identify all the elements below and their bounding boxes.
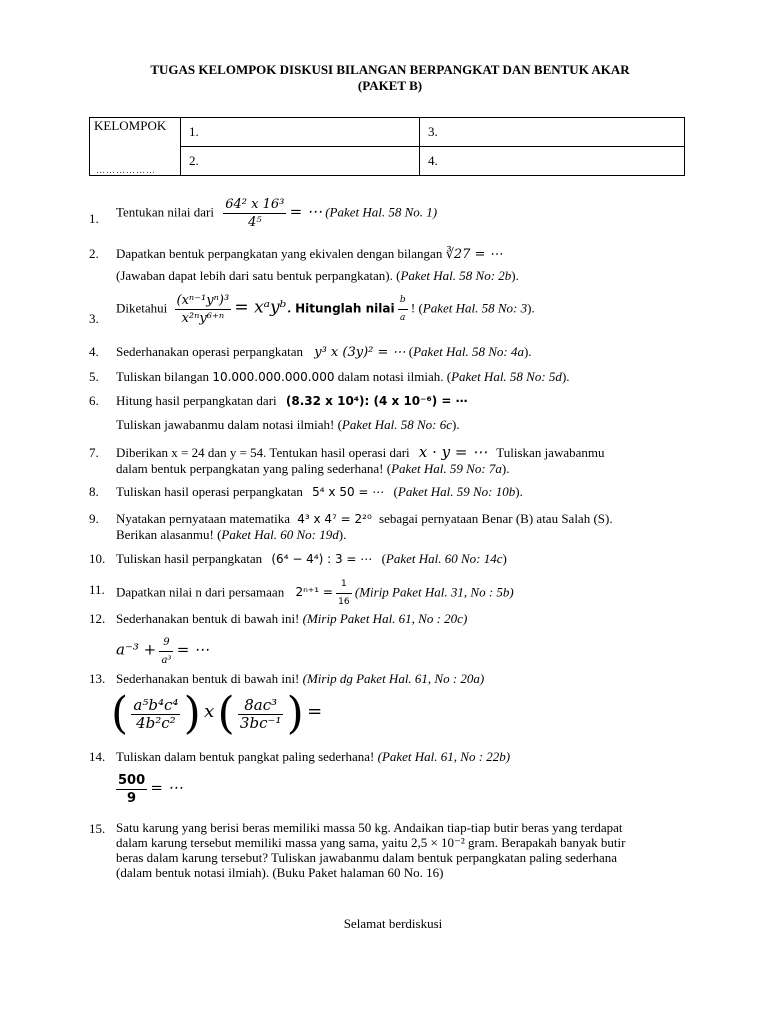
question-number: 3. bbox=[89, 311, 99, 326]
question-text: Nyatakan pernyataan matematika bbox=[116, 511, 290, 526]
group-label: KELOMPOK bbox=[94, 118, 167, 133]
math-expression: 10.000.000.000.000 bbox=[212, 370, 335, 384]
question-reference: (Mirip dg Paket Hal. 61, No : 20a) bbox=[302, 671, 485, 686]
document-subtitle: (PAKET B) bbox=[357, 78, 423, 93]
question-reference: Paket Hal. 60 No: 19d bbox=[221, 527, 339, 542]
math-expression: a⁻³ + bbox=[116, 640, 157, 659]
question-1 bbox=[89, 196, 699, 240]
fraction-numerator: b bbox=[398, 292, 408, 310]
math-block bbox=[116, 772, 701, 807]
question-line-2 bbox=[116, 416, 701, 433]
reference-close: ). bbox=[511, 268, 519, 283]
reference-open: ( bbox=[393, 484, 398, 499]
question-reference: Paket Hal. 58 No: 5d bbox=[451, 369, 562, 384]
reference-close: ). bbox=[527, 300, 535, 316]
math-tail: = ⋯ bbox=[289, 202, 322, 221]
fraction-numerator: 64² x 16³ bbox=[225, 197, 285, 212]
question-reference: Paket Hal. 58 No: 6c bbox=[341, 417, 453, 432]
question-number: 1. bbox=[89, 211, 99, 226]
question-text: Dapatkan bentuk perpangkatan yang ekivalen dengan bilangan bbox=[116, 246, 443, 261]
question-line: (dalam bentuk notasi ilmiah). (Buku Paket halaman 60 No. 16) bbox=[116, 865, 444, 880]
fraction-numerator: 8ac³ bbox=[238, 697, 283, 715]
question-body bbox=[116, 368, 701, 386]
reference-close: ). bbox=[561, 369, 570, 384]
question-body bbox=[116, 670, 701, 687]
open-paren: ( bbox=[111, 688, 129, 739]
question-number: 8. bbox=[89, 484, 99, 499]
document-title: TUGAS KELOMPOK DISKUSI BILANGAN BERPANGKAT DAN BENTUK AKAR bbox=[150, 62, 630, 77]
question-text: Diketahui bbox=[116, 300, 168, 316]
question-reference: Paket Hal. 59 No: 10b bbox=[397, 484, 516, 499]
question-7 bbox=[89, 444, 699, 480]
math-block bbox=[111, 688, 696, 739]
fraction-denominator: 9 bbox=[127, 791, 137, 806]
reference-close: ). bbox=[452, 417, 460, 432]
question-body bbox=[116, 392, 701, 410]
math-expression: ∛27 = ⋯ bbox=[445, 247, 503, 262]
question-number: 4. bbox=[89, 344, 99, 359]
fraction-denominator: 4b²c² bbox=[136, 713, 176, 732]
math-fraction bbox=[223, 196, 286, 231]
math-expression: (6⁴ − 4⁴) : 3 = ⋯ bbox=[271, 552, 373, 566]
fraction-numerator: a⁵b⁴c⁴ bbox=[133, 695, 179, 714]
question-line: beras dalam karung tersebut? Tuliskan jawabanmu dalam bentuk perpangkatan paling sederhana bbox=[116, 850, 618, 865]
question-reference: Paket Hal. 60 No: 14c bbox=[385, 551, 503, 566]
reference-close: ). bbox=[338, 527, 347, 542]
fraction-numerator: (xⁿ⁻¹yⁿ)³ bbox=[176, 293, 230, 308]
open-paren: ( bbox=[217, 688, 235, 739]
member-cell-2: 2. bbox=[181, 147, 420, 176]
fraction-denominator: 4⁵ bbox=[248, 215, 262, 230]
question-body bbox=[116, 483, 701, 501]
question-reference: Paket Hal. 58 No: 3 bbox=[422, 300, 528, 316]
math-expression: 5⁴ x 50 = ⋯ bbox=[312, 485, 385, 499]
math-fraction-small bbox=[398, 292, 408, 327]
group-name-dots: ……………… bbox=[96, 165, 156, 175]
math-tail: = xᵃyᵇ. bbox=[234, 297, 292, 318]
fraction-numerator: 500 bbox=[118, 773, 146, 788]
math-fraction bbox=[175, 292, 232, 327]
reference-close: ) bbox=[502, 551, 507, 566]
math-expression: 2ⁿ⁺¹ = bbox=[295, 585, 333, 600]
fraction-denominator: 16 bbox=[338, 597, 350, 607]
question-line-2 bbox=[116, 526, 701, 543]
math-fraction bbox=[238, 697, 283, 732]
member-cell-3: 3. bbox=[420, 118, 685, 147]
fraction-numerator: 9 bbox=[159, 634, 173, 652]
question-text: Tuliskan hasil perpangkatan bbox=[116, 551, 263, 566]
close-paren: ) bbox=[183, 688, 201, 739]
question-15 bbox=[89, 820, 699, 886]
question-14 bbox=[89, 748, 699, 808]
fraction-denominator: 3bc⁻¹ bbox=[239, 713, 282, 732]
question-2 bbox=[89, 245, 699, 285]
question-reference: (Mirip Paket Hal. 61, No : 20c) bbox=[302, 611, 468, 626]
math-expression: (8.32 x 10⁴): (4 x 10⁻⁶) = ⋯ bbox=[285, 394, 468, 408]
question-reference: Paket Hal. 58 No: 2b bbox=[400, 268, 512, 283]
math-expression: x · y = ⋯ bbox=[418, 443, 488, 461]
question-text: Tentukan nilai dari bbox=[116, 204, 215, 220]
question-number: 11. bbox=[89, 582, 105, 597]
math-tail: = ⋯ bbox=[150, 778, 183, 797]
question-body bbox=[116, 444, 701, 461]
question-line-2 bbox=[116, 267, 701, 284]
question-text: Sederhanakan bentuk di bawah ini! bbox=[116, 611, 300, 626]
question-text-2: Tuliskan jawabanmu bbox=[496, 445, 605, 460]
question-reference: (Paket Hal. 61, No : 22b) bbox=[377, 749, 511, 764]
reference-open: ( bbox=[381, 551, 386, 566]
question-number: 5. bbox=[89, 369, 99, 384]
question-text: Sederhanakan bentuk di bawah ini! bbox=[116, 671, 300, 686]
question-body bbox=[116, 292, 701, 327]
math-times: x bbox=[204, 700, 215, 722]
fraction-denominator: a bbox=[400, 313, 406, 323]
question-reference: (Paket Hal. 58 No. 1) bbox=[325, 204, 438, 220]
question-text-3: ! ( bbox=[410, 300, 423, 316]
group-label-cell bbox=[90, 118, 181, 176]
math-fraction bbox=[131, 697, 180, 732]
question-body bbox=[116, 576, 701, 611]
question-line: Satu karung yang berisi beras memiliki massa 50 kg. Andaikan tiap-tiap butir beras yang terdapat bbox=[116, 820, 623, 835]
question-number: 13. bbox=[89, 671, 106, 686]
question-number: 6. bbox=[89, 393, 99, 408]
reference-close: ). bbox=[523, 344, 532, 359]
fraction-denominator: x²ⁿy⁶⁺ⁿ bbox=[181, 311, 225, 326]
question-number: 12. bbox=[89, 611, 106, 626]
question-body bbox=[116, 610, 701, 627]
question-text: Sederhanakan operasi perpangkatan bbox=[116, 344, 303, 359]
question-text: Tuliskan dalam bentuk pangkat paling sederhana! bbox=[116, 749, 375, 764]
math-expression: 4³ x 4⁷ = 2²⁰ bbox=[297, 512, 372, 526]
fraction-denominator: a³ bbox=[161, 655, 172, 666]
question-text: Hitung hasil perpangkatan dari bbox=[116, 393, 277, 408]
question-number: 9. bbox=[89, 511, 99, 526]
question-line: dalam karung tersebut memiliki massa yang sama, yaitu 2,5 × 10⁻² gram. Berapakah banyak butir bbox=[116, 835, 626, 850]
question-13 bbox=[89, 670, 699, 748]
question-text-2: dalam notasi ilmiah. ( bbox=[337, 369, 452, 384]
closing-text: Selamat berdiskusi bbox=[343, 916, 443, 931]
question-text: Tuliskan bilangan bbox=[116, 369, 210, 384]
fraction-numerator: 1 bbox=[336, 576, 351, 594]
math-tail: = ⋯ bbox=[176, 640, 210, 659]
question-body bbox=[116, 820, 701, 880]
question-text: Berikan alasanmu! ( bbox=[116, 527, 222, 542]
math-block bbox=[116, 634, 701, 669]
member-cell-1: 1. bbox=[181, 118, 420, 147]
math-fraction-small bbox=[159, 634, 173, 669]
question-number: 14. bbox=[89, 749, 106, 764]
math-fraction-small bbox=[336, 576, 351, 611]
question-reference: (Mirip Paket Hal. 31, No : 5b) bbox=[354, 584, 514, 600]
question-3 bbox=[89, 292, 699, 338]
question-6 bbox=[89, 392, 699, 432]
question-number: 10. bbox=[89, 551, 106, 566]
question-line-2 bbox=[116, 460, 701, 477]
question-body bbox=[116, 343, 701, 361]
question-text: (Jawaban dapat lebih dari satu bentuk perpangkatan). ( bbox=[116, 268, 401, 283]
question-body bbox=[116, 550, 701, 568]
math-tail: = bbox=[307, 700, 323, 722]
question-text: Tuliskan jawabanmu dalam notasi ilmiah! ( bbox=[116, 417, 342, 432]
question-number: 2. bbox=[89, 246, 99, 261]
question-text: Diberikan x = 24 dan y = 54. Tentukan hasil operasi dari bbox=[116, 445, 410, 460]
question-number: 7. bbox=[89, 445, 99, 460]
question-body bbox=[116, 748, 701, 765]
question-12 bbox=[89, 610, 699, 666]
question-text: Dapatkan nilai n dari persamaan bbox=[116, 584, 285, 600]
question-text: Tuliskan hasil operasi perpangkatan bbox=[116, 484, 303, 499]
question-body bbox=[116, 196, 701, 231]
question-text-2: Hitunglah nilai bbox=[295, 301, 395, 316]
question-text-2: sebagai pernyataan Benar (B) atau Salah (S). bbox=[379, 511, 613, 526]
math-expression: y³ x (3y)² = ⋯ bbox=[314, 345, 406, 360]
question-11 bbox=[89, 576, 699, 607]
close-paren: ) bbox=[286, 688, 304, 739]
math-fraction bbox=[116, 772, 147, 807]
question-text: dalam bentuk perpangkatan yang paling sederhana! ( bbox=[116, 461, 392, 476]
question-9 bbox=[89, 510, 699, 544]
reference-open: ( bbox=[408, 344, 414, 359]
group-table bbox=[89, 117, 685, 176]
question-reference: Paket Hal. 58 No: 4a bbox=[413, 344, 524, 359]
question-number: 15. bbox=[89, 821, 106, 836]
question-body bbox=[116, 245, 701, 263]
member-cell-4: 4. bbox=[420, 147, 685, 176]
reference-close: ). bbox=[515, 484, 523, 499]
reference-close: ). bbox=[501, 461, 510, 476]
question-reference: Paket Hal. 59 No: 7a bbox=[391, 461, 502, 476]
